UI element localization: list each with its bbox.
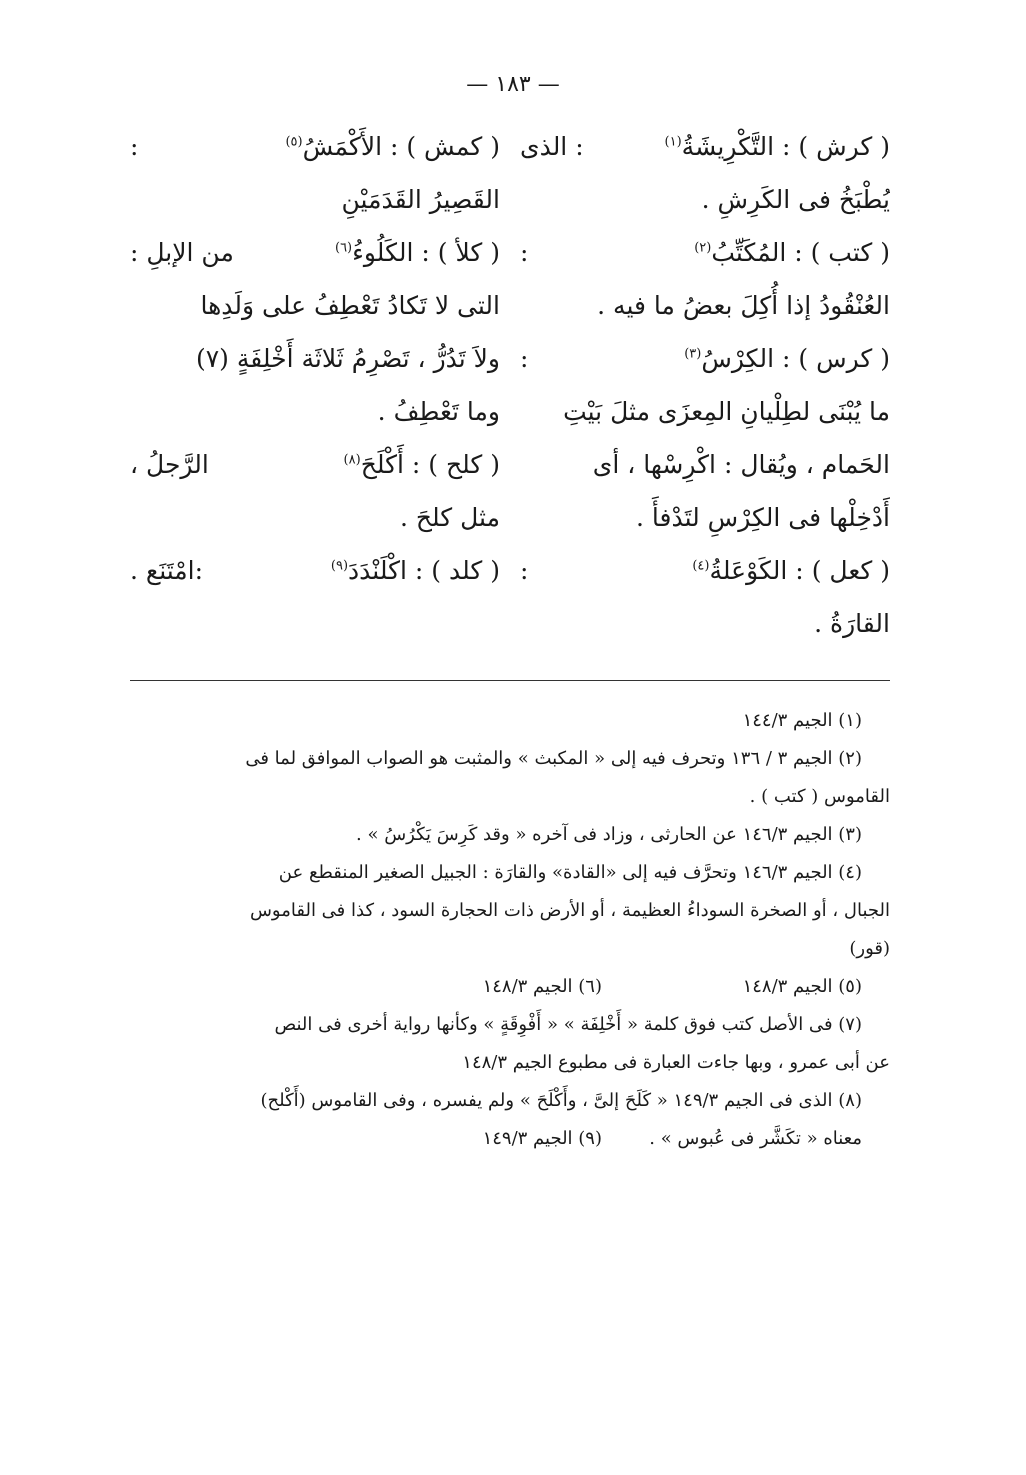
entry-text-line: ولاَ تَدُرُّ ، تَصْرِمُ ثَلاثَة أَخْلِفَةٍ (٧) (195, 344, 500, 373)
entry-root: ( كتب ) (810, 238, 890, 267)
footnote-divider (130, 680, 890, 681)
footnote-7-cont: عن أبى عمرو ، وبها جاءت العبارة فى مطبوع الجيم ١٤٨/٣ (462, 1052, 890, 1073)
right-column (520, 120, 890, 650)
footnote-ref: (٣) (684, 346, 702, 362)
entry-head-group (694, 226, 890, 279)
entry-tail: :امْتَنَع . (130, 556, 204, 585)
entry-kurs (520, 332, 890, 385)
footnote-ref: (٢) (694, 240, 712, 256)
entry-root: ( كمش ) (406, 132, 500, 161)
entry-text-line: الحَمام ، ويُقال : اكْرِسْها ، أى (592, 450, 890, 479)
footnote-7: (٧) فى الأصل كتب فوق كلمة « أَخْلِفَة » « أَفْوِقَةٍ » وكأنها رواية أخرى فى النص (274, 1014, 862, 1035)
entry-kala (130, 226, 500, 279)
entry-kaal (520, 544, 890, 597)
page-number: — ١٨٣ — (466, 72, 560, 97)
footnote-6: (٦) الجيم ١٤٨/٣ (482, 976, 602, 997)
footnote-8: (٨) الذى فى الجيم ١٤٩/٣ « كَلَحَ إلىَّ ، وأَكْلَحَ » ولم يفسره ، وفى القاموس (أَكْلح) (260, 1090, 862, 1111)
entry-head-group (684, 332, 890, 385)
entry-root: ( كعل ) (811, 556, 890, 585)
entry-text-line: القَصِيرُ القَدَمَيْنِ (341, 185, 500, 214)
left-column (130, 120, 500, 597)
footnote-9: (٩) الجيم ١٤٩/٣ (482, 1128, 602, 1149)
entry-text-line: أَدْخِلْها فى الكِرْسِ لتَدْفأَ . (635, 503, 890, 532)
entry-tail: : (520, 238, 529, 267)
entry-headword: : الكَلُوءُ (352, 238, 430, 267)
footnote-5: (٥) الجيم ١٤٨/٣ (742, 976, 862, 997)
footnote-8-cont: معناه « تكَشَّر فى عُبوس » . (649, 1128, 862, 1149)
entry-text-line: القارَةُ . (814, 609, 890, 638)
entry-kataba (520, 226, 890, 279)
entry-text-line: العُنْقُودُ إذا أُكِلَ بعضُ ما فيه . (597, 291, 890, 320)
entry-headword: : اكْلَنْدَدَ (348, 556, 424, 585)
entry-tail: الرَّجلُ ، (130, 450, 209, 479)
footnote-2: (٢) الجيم ٣ / ١٣٦ وتحرف فيه إلى « المكبث » والمثبت هو الصواب الموافق لما فى (245, 748, 862, 769)
entry-root: ( كرش ) (798, 132, 890, 161)
footnote-4: (٤) الجيم ١٤٦/٣ وتحرَّف فيه إلى «القادة» والقارَة : الجبيل الصغير المنقطع عن (278, 862, 862, 883)
entry-head-group (335, 226, 500, 279)
entry-tail: من الإبلِ : (130, 238, 234, 267)
footnotes (130, 702, 890, 1158)
entry-head-group (692, 544, 890, 597)
entry-text-line: ما يُبْنَى لطِلْيانِ المِعزَى مثلَ بَيْتِ (563, 397, 890, 426)
entry-headword: : أَكْلَحَ (360, 450, 421, 479)
entry-tail: : (520, 344, 529, 373)
footnote-2-cont: القاموس ( كتب ) . (749, 786, 890, 807)
entry-root: ( كرس ) (798, 344, 890, 373)
entry-text-line: وما تَعْطِفُ . (377, 397, 500, 426)
entry-kalaha (130, 438, 500, 491)
footnote-1: (١) الجيم ١٤٤/٣ (742, 710, 862, 731)
footnote-4-cont: الجبال ، أو الصخرة السوداءُ العظيمة ، أو الأرض ذات الحجارة السود ، كذا فى القاموس (249, 900, 890, 921)
entry-karsh (520, 120, 890, 173)
entry-headword: : الكِرْسُ (701, 344, 791, 373)
entry-headword: : المُكَتِّبُ (711, 238, 803, 267)
entry-headword: : الأَكْمَشُ (302, 132, 399, 161)
entry-kalada (130, 544, 500, 597)
entry-tail: : (130, 132, 139, 161)
footnote-4-cont: (قور) (849, 938, 890, 959)
footnote-ref: (٦) (334, 240, 353, 256)
entry-tail: : الذى (520, 132, 584, 161)
entry-root: ( كلأ ) (437, 238, 500, 267)
entry-tail: : (520, 556, 529, 585)
entry-kamash (130, 120, 500, 173)
entry-text-line: مثل كلحَ . (399, 503, 500, 532)
entry-head-group (285, 120, 500, 173)
entry-headword: : الكَوْعَلةُ (709, 556, 804, 585)
footnote-8-9-row (130, 1120, 890, 1158)
entry-head-group (344, 438, 500, 491)
footnote-ref: (٨) (343, 452, 361, 468)
entry-head-group (331, 544, 500, 597)
entry-text-line: يُطْبَخُ فى الكَرِشِ . (701, 185, 890, 214)
entry-head-group (665, 120, 890, 173)
footnote-ref: (٩) (330, 558, 349, 574)
entry-headword: : التَّكْرِيشَةُ (681, 132, 791, 161)
entry-root: ( كلد ) (431, 556, 500, 585)
entry-text-line: التى لا تَكادُ تَعْطِفُ على وَلَدِها (200, 291, 500, 320)
entry-root: ( كلح ) (428, 450, 500, 479)
footnote-ref: (١) (664, 134, 682, 150)
footnote-ref: (٥) (285, 134, 303, 150)
footnote-5-6-row (130, 968, 890, 1006)
footnote-ref: (٤) (692, 558, 710, 574)
footnote-3: (٣) الجيم ١٤٦/٣ عن الحارثى ، وزاد فى آخره « وقد كَرِسَ يَكْرُسُ » . (356, 824, 862, 845)
